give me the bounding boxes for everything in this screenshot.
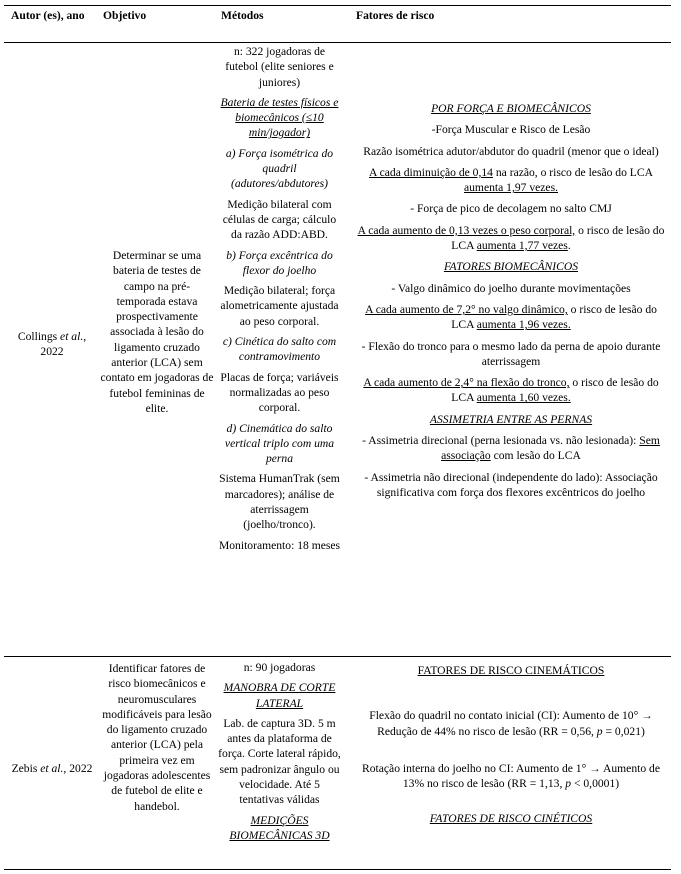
header-objective: Objetivo xyxy=(103,9,147,22)
underlined-text: Sem associação xyxy=(441,434,660,463)
row1-method-c-title: c) Cinética do salto com contramovimento xyxy=(222,335,337,364)
plain-text: . xyxy=(567,239,571,253)
table-bottom-rule xyxy=(4,869,671,870)
row1-risk-line: Razão isométrica adutor/abdutor do quadril (menor que o ideal) xyxy=(363,144,659,158)
row1-method-d-title: d) Cinemática do salto vertical triplo com uma perna xyxy=(224,421,335,466)
row1-risk-line xyxy=(354,165,668,196)
row1-risk-line: - Valgo dinâmico do joelho durante movimentações xyxy=(391,281,631,295)
p-symbol: p xyxy=(596,724,603,738)
row2-author-year: , 2022 xyxy=(63,762,93,775)
row1-section-strength-title: POR FORÇA E BIOMECÂNICOS xyxy=(431,102,591,115)
row1-author xyxy=(8,329,96,360)
row1-risk-line: -Força Muscular e Risco de Lesão xyxy=(431,123,591,137)
row1-risk-line xyxy=(354,223,668,254)
row2-risk-line xyxy=(354,761,668,792)
row-divider xyxy=(4,656,671,657)
row1-battery-title: Bateria de testes físicos e biomecânicos (≤10 min/jogador) xyxy=(220,95,339,140)
plain-text: < 0,0001) xyxy=(571,777,620,791)
row2-author xyxy=(8,761,96,776)
underlined-text: A cada aumento de 2,4° na flexão do tronco, xyxy=(363,376,570,390)
plain-text: com lesão do LCA xyxy=(490,449,581,463)
header-bottom-rule xyxy=(4,42,671,43)
row2-objective: Identificar fatores de risco biomecânicos e neuromusculares modificáveis para lesão do ligamento cruzado anterior (LCA) pela primeira vez em jogadoras adolescentes de futebol de elite e handebol. xyxy=(102,662,212,813)
row2-methods xyxy=(218,660,341,848)
underlined-text: aumenta 1,96 vezes. xyxy=(476,318,571,332)
row1-method-a-title: a) Força isométrica do quadril (adutores/abdutores) xyxy=(225,146,334,191)
row1-method-c-text: Placas de força; variáveis normalizadas ao peso corporal. xyxy=(220,370,339,415)
row1-risk-line xyxy=(354,433,668,464)
row1-author-etal: et al. xyxy=(60,330,84,343)
row1-method-d-text: Sistema HumanTrak (sem marcadores); análise de aterrissagem (joelho/tronco). xyxy=(219,472,340,532)
plain-text: = 0,021) xyxy=(602,724,645,738)
p-symbol: p xyxy=(565,777,572,791)
row2-maneuver-text: Lab. de captura 3D. 5 m antes da plataforma de força. Corte lateral rápido, sem padronizar ângulo ou velocidade. Até 5 tentativas válidas xyxy=(218,716,341,807)
row2-author-etal: et al. xyxy=(40,762,64,775)
plain-text: o risco de lesão do LCA xyxy=(451,223,665,253)
row1-methods xyxy=(218,44,341,558)
row2-section-kinetic-title: FATORES DE RISCO CINÉTICOS xyxy=(429,812,593,826)
row2-maneuver-title: MANOBRA DE CORTE LATERAL xyxy=(223,681,336,710)
row2-risk-line xyxy=(354,708,668,739)
table-top-rule xyxy=(4,5,671,6)
row1-method-b-text: Medição bilateral; força alometricamente ajustada ao peso corporal. xyxy=(220,284,339,328)
row2-section-kinematic-title: FATORES DE RISCO CINEMÁTICOS xyxy=(417,664,605,677)
row1-risk-line xyxy=(354,302,668,333)
row1-section-biomech-title: FATORES BIOMECÂNICOS xyxy=(443,260,579,274)
underlined-text: aumenta 1,77 vezes xyxy=(476,239,568,253)
row2-sample: n: 90 jogadoras xyxy=(243,661,316,674)
plain-text: Rotação interna do joelho no CI: Aumento de 1° → Aumento de 13% no risco de lesão (RR = 1,13, xyxy=(362,761,660,791)
row1-author-year: , 2022 xyxy=(40,330,87,359)
header-author-year xyxy=(11,8,91,23)
row2-measure-title: MEDIÇÕES BIOMECÂNICAS 3D xyxy=(229,813,330,842)
row1-objective: Determinar se uma bateria de testes de campo na pré-temporada estava prospectivamente associada à lesão do ligamento cruzado anterior (LCA) sem contato em jogadoras de futebol femininas de elite. xyxy=(100,249,214,415)
row1-monitoring: Monitoramento: 18 meses xyxy=(218,538,341,552)
row1-section-asymmetry-title: ASSIMETRIA ENTRE AS PERNAS xyxy=(429,412,593,426)
row2-author-name: Zebis xyxy=(11,762,41,775)
row1-method-b-title: b) Força excêntrica do flexor do joelho xyxy=(226,248,333,277)
header-author-year-text: Autor (es), ano xyxy=(11,9,85,22)
row1-sample: n: 322 jogadoras de futebol (elite seniores e juniores) xyxy=(225,45,334,89)
underlined-text: aumenta 1,97 vezes. xyxy=(463,181,558,195)
row1-risk-line xyxy=(354,375,668,406)
underlined-text: A cada aumento de 7,2° no valgo dinâmico, xyxy=(365,302,568,316)
row1-risk-line: - Assimetria não direcional (independente do lado): Associação significativa com força dos flexores excêntricos do joelho xyxy=(364,470,658,499)
underlined-text: A cada diminuição de 0,14 xyxy=(369,165,493,179)
plain-text: Flexão do quadril no contato inicial (CI): Aumento de 10° → Redução de 44% no risco de lesão (RR = 0,56, xyxy=(369,709,653,738)
plain-text: - Assimetria direcional (perna lesionada vs. não lesionada): xyxy=(362,434,640,448)
row1-risk-line: - Força de pico de decolagem no salto CMJ xyxy=(410,202,612,216)
row1-method-a-text: Medição bilateral com células de carga; cálculo da razão ADD:ABD. xyxy=(222,197,337,242)
underlined-text: aumenta 1,60 vezes. xyxy=(476,391,571,405)
plain-text: o risco de lesão do LCA xyxy=(451,376,659,405)
plain-text: na razão, o risco de lesão do LCA xyxy=(492,165,653,179)
row1-risk-line: - Flexão do tronco para o mesmo lado da perna de apoio durante aterrissagem xyxy=(361,339,661,368)
header-risk-factors: Fatores de risco xyxy=(356,9,435,22)
row2-risk-factors xyxy=(354,663,668,827)
plain-text: o risco de lesão do LCA xyxy=(451,302,657,332)
underlined-text: A cada aumento de 0,13 vezes o peso corporal, xyxy=(357,223,576,237)
header-methods: Métodos xyxy=(221,9,264,22)
row1-author-name: Collings xyxy=(17,330,61,343)
row1-risk-factors xyxy=(354,101,668,506)
